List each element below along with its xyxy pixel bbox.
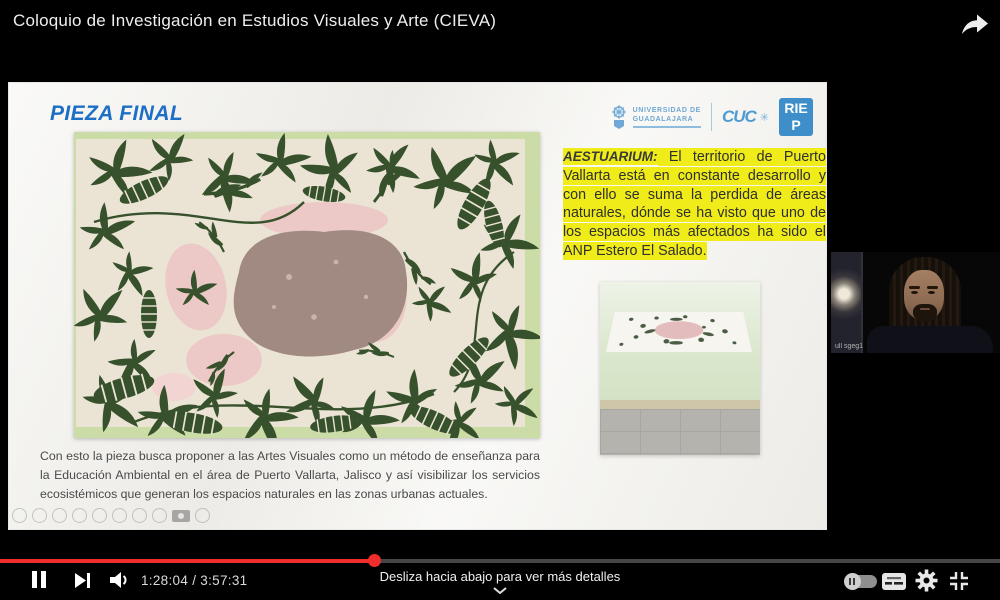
- pause-icon: [41, 571, 46, 588]
- toolbar-icon: [132, 508, 147, 523]
- toolbar-icon: [72, 508, 87, 523]
- volume-button[interactable]: [110, 571, 130, 589]
- scroll-hint: [250, 568, 750, 594]
- artwork-image: [74, 132, 540, 438]
- process-photo: [600, 282, 760, 455]
- progress-scrubber[interactable]: [368, 554, 381, 567]
- progress-fill: [0, 559, 375, 563]
- slide-title: PIEZA FINAL: [50, 102, 184, 125]
- time-display: 1:28:04 / 3:57:31: [141, 573, 248, 588]
- toolbar-icon: [112, 508, 127, 523]
- share-icon: [956, 10, 990, 38]
- webcam-view: [831, 252, 1000, 353]
- next-icon: [75, 573, 91, 588]
- photo-table-edge: [600, 400, 760, 409]
- logo-divider: [711, 103, 712, 131]
- subtitles-icon: [882, 573, 906, 590]
- slide-caption: Con esto la pieza busca proponer a las Artes Visuales como un método de enseñanza para la Educación Ambiental en el área de Puerto Vallarta, Jalisco y así visibilizar los servicios ecosistémicos que generan los espacios naturales en las zonas urbanas actuales.: [40, 449, 540, 501]
- toolbar-icon: [12, 508, 27, 523]
- chevron-down-icon[interactable]: [493, 587, 507, 594]
- autoplay-toggle-knob: [844, 573, 861, 590]
- pause-button[interactable]: [32, 571, 46, 589]
- subtitles-button[interactable]: [882, 573, 906, 590]
- video-title: Coloquio de Investigación en Estudios Visuales y Arte (CIEVA): [13, 11, 497, 30]
- share-button[interactable]: [950, 8, 990, 42]
- toolbar-icon: [152, 508, 167, 523]
- speaker-eye: [911, 291, 918, 294]
- udg-logo: [610, 105, 701, 129]
- logo-row: [610, 94, 813, 140]
- webcam-name-label: ull sgeg1: [835, 343, 864, 350]
- speaker-eye: [928, 291, 935, 294]
- annotation-toolbar: [12, 508, 210, 523]
- shrink-icon: [948, 570, 970, 592]
- toolbar-icon: [92, 508, 107, 523]
- udg-logo-text: UNIVERSIDAD DE GUADALAJARA: [633, 106, 701, 128]
- settings-button[interactable]: [915, 569, 938, 592]
- toolbar-icon: [32, 508, 47, 523]
- riep-logo: RIEP: [779, 98, 813, 136]
- definition-body: El territorio de Puerto Vallarta está en constante desarrollo y con ello se suma la perdida de áreas naturales, dónde se ha visto que uno de los espacios más afectados ha sido el ANP Estero El Salado.: [563, 149, 826, 259]
- webcam-background-lamp: [831, 252, 864, 353]
- speaker-mouth: [920, 308, 930, 310]
- cuc-logo: CUC ✳: [721, 107, 769, 126]
- photo-floor-tiles: [600, 409, 760, 455]
- volume-icon: [110, 571, 130, 589]
- toolbar-icon: [195, 508, 210, 523]
- toolbar-icon: [52, 508, 67, 523]
- camera-icon: [172, 510, 190, 522]
- speaker-beard: [913, 304, 937, 322]
- next-button[interactable]: [75, 573, 91, 588]
- video-area-slide[interactable]: [8, 82, 827, 530]
- gear-icon: [915, 569, 938, 592]
- highlighted-definition: [563, 148, 826, 261]
- autoplay-toggle[interactable]: [846, 575, 877, 588]
- shrink-button[interactable]: [948, 570, 970, 592]
- scroll-hint-text: Desliza hacia abajo para ver más detalles: [379, 569, 621, 584]
- photo-print-on-table: [606, 312, 752, 352]
- speaker-brow: [927, 286, 938, 289]
- speaker-brow: [909, 286, 920, 289]
- cuc-star-icon: ✳: [759, 111, 769, 124]
- speaker-torso: [867, 326, 993, 353]
- webcam-background-frame: [861, 252, 863, 353]
- progress-bar[interactable]: [0, 559, 1000, 563]
- definition-term: AESTUARIUM:: [563, 149, 658, 164]
- udg-crest-icon: [610, 105, 628, 129]
- pause-icon: [32, 571, 37, 588]
